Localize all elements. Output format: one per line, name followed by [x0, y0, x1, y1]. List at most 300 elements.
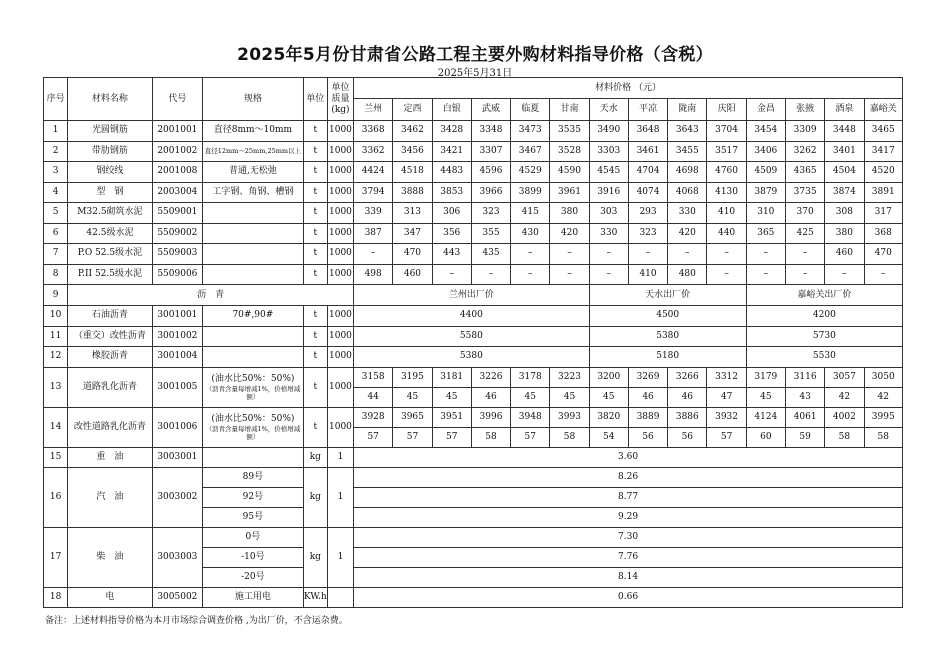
code-cell: 3001004 — [152, 347, 202, 368]
price-cell: 3223 — [550, 367, 589, 387]
unit-cell: KW.h — [303, 587, 327, 607]
qty-cell: 1000 — [327, 407, 353, 447]
price-cell: 3462 — [393, 121, 432, 142]
spec-cell: 89号 — [203, 467, 304, 487]
qty-cell: 1000 — [327, 264, 353, 285]
code-cell: 3001001 — [152, 306, 202, 327]
price-cell: 4061 — [785, 407, 824, 427]
price-cell: – — [550, 264, 589, 285]
price-cell: 330 — [668, 203, 707, 224]
price-cell: 3421 — [432, 141, 471, 162]
price-cell: 355 — [471, 223, 510, 244]
spec-cell — [203, 223, 304, 244]
price-cell: 440 — [707, 223, 746, 244]
adjust-cell: 43 — [785, 387, 824, 407]
price-cell: 3200 — [589, 367, 628, 387]
price-cell: 3928 — [354, 407, 393, 427]
price-cell: – — [668, 244, 707, 265]
code-cell: 3003001 — [152, 447, 202, 467]
adjust-cell: 46 — [668, 387, 707, 407]
code-cell: 3001006 — [152, 407, 202, 447]
adjust-cell: 47 — [707, 387, 746, 407]
spec-cell: 直径12mm～25mm,25mm以上 — [203, 141, 304, 162]
qty-cell: 1000 — [327, 203, 353, 224]
adjust-cell: 45 — [393, 387, 432, 407]
unit-cell: t — [303, 347, 327, 368]
price-cell: 3961 — [550, 182, 589, 203]
price-cell: 3704 — [707, 121, 746, 142]
price-cell: 3995 — [864, 407, 903, 427]
material-name: 电 — [68, 587, 153, 607]
seq-cell: 18 — [44, 587, 68, 607]
spec-cell: -10号 — [203, 547, 304, 567]
header-name: 材料名称 — [68, 78, 153, 121]
spec-cell: 0号 — [203, 527, 304, 547]
price-cell: 3050 — [864, 367, 903, 387]
asphalt-group-header: 天水出厂价 — [589, 285, 746, 306]
seq-cell: 1 — [44, 121, 68, 142]
spec-cell — [203, 203, 304, 224]
table-row — [44, 467, 903, 487]
adjust-cell: 54 — [589, 427, 628, 447]
code-cell: 2001001 — [152, 121, 202, 142]
spec-cell — [203, 347, 304, 368]
code-cell: 3005002 — [152, 587, 202, 607]
price-cell: 410 — [707, 203, 746, 224]
price-cell: 4200 — [746, 306, 902, 327]
code-cell: 5509002 — [152, 223, 202, 244]
price-cell: 3195 — [393, 367, 432, 387]
price-cell: 323 — [471, 203, 510, 224]
qty-cell: 1000 — [327, 162, 353, 183]
price-cell: 3181 — [432, 367, 471, 387]
price-cell: 3312 — [707, 367, 746, 387]
price-cell: 9.29 — [354, 507, 903, 527]
price-cell: 4130 — [707, 182, 746, 203]
seq-cell: 16 — [44, 467, 68, 527]
price-cell: 3116 — [785, 367, 824, 387]
adjust-cell: 56 — [628, 427, 667, 447]
price-cell: 330 — [589, 223, 628, 244]
price-cell: 3948 — [511, 407, 550, 427]
price-cell: 3461 — [628, 141, 667, 162]
price-cell: 347 — [393, 223, 432, 244]
price-cell: 3648 — [628, 121, 667, 142]
price-cell: 3889 — [628, 407, 667, 427]
price-cell: 387 — [354, 223, 393, 244]
seq-cell: 12 — [44, 347, 68, 368]
price-cell: – — [785, 264, 824, 285]
price-cell: – — [432, 264, 471, 285]
price-cell: 4545 — [589, 162, 628, 183]
price-cell: – — [864, 264, 903, 285]
spec-cell: 直径8mm～10mm — [203, 121, 304, 142]
unit-cell: t — [303, 182, 327, 203]
seq-cell: 3 — [44, 162, 68, 183]
price-cell: 3.60 — [354, 447, 903, 467]
header-code: 代号 — [152, 78, 202, 121]
adjust-cell: 45 — [432, 387, 471, 407]
adjust-cell: 57 — [707, 427, 746, 447]
header-city: 酒泉 — [825, 99, 864, 121]
price-cell: – — [707, 244, 746, 265]
code-cell: 3001002 — [152, 326, 202, 347]
seq-cell: 11 — [44, 326, 68, 347]
price-cell: 380 — [825, 223, 864, 244]
price-cell: 3417 — [864, 141, 903, 162]
unit-cell: t — [303, 162, 327, 183]
table-row — [44, 141, 903, 162]
price-cell: 5580 — [354, 326, 590, 347]
header-city: 庆阳 — [707, 99, 746, 121]
header-city: 临夏 — [511, 99, 550, 121]
qty-cell — [327, 587, 353, 607]
price-cell: 4074 — [628, 182, 667, 203]
price-cell: 470 — [393, 244, 432, 265]
adjust-cell: 42 — [825, 387, 864, 407]
seq-cell: 9 — [44, 285, 68, 306]
header-row — [44, 78, 903, 99]
table-row — [44, 527, 903, 547]
seq-cell: 15 — [44, 447, 68, 467]
qty-cell: 1 — [327, 447, 353, 467]
price-cell: 460 — [825, 244, 864, 265]
price-cell: 5180 — [589, 347, 746, 368]
code-cell: 5509003 — [152, 244, 202, 265]
price-cell: 317 — [864, 203, 903, 224]
header-city: 平凉 — [628, 99, 667, 121]
spec-cell: -20号 — [203, 567, 304, 587]
header-city: 武威 — [471, 99, 510, 121]
material-name: 钢绞线 — [68, 162, 153, 183]
price-cell: 3158 — [354, 367, 393, 387]
unit-cell: t — [303, 121, 327, 142]
price-cell: 3307 — [471, 141, 510, 162]
table-row — [44, 447, 903, 467]
price-cell: 3467 — [511, 141, 550, 162]
price-cell: 3966 — [471, 182, 510, 203]
price-cell: 7.76 — [354, 547, 903, 567]
price-cell: – — [511, 264, 550, 285]
unit-cell: t — [303, 203, 327, 224]
price-cell: 443 — [432, 244, 471, 265]
price-cell: 3309 — [785, 121, 824, 142]
price-cell: 3179 — [746, 367, 785, 387]
price-cell: 4509 — [746, 162, 785, 183]
price-cell: 435 — [471, 244, 510, 265]
price-cell: 3853 — [432, 182, 471, 203]
asphalt-group-header: 兰州出厂价 — [354, 285, 590, 306]
adjust-cell: 46 — [628, 387, 667, 407]
price-cell: 4504 — [825, 162, 864, 183]
seq-cell: 2 — [44, 141, 68, 162]
price-cell: 3932 — [707, 407, 746, 427]
price-cell: 3535 — [550, 121, 589, 142]
price-cell: – — [707, 264, 746, 285]
header-price-group: 材料价格 （元） — [354, 78, 903, 99]
price-cell: 3899 — [511, 182, 550, 203]
price-cell: 415 — [511, 203, 550, 224]
qty-cell: 1000 — [327, 141, 353, 162]
material-name: 橡胶沥青 — [68, 347, 153, 368]
page-title: 2025年5月份甘肃省公路工程主要外购材料指导价格（含税） — [237, 45, 713, 65]
code-cell: 3003003 — [152, 527, 202, 587]
price-table — [43, 77, 903, 608]
material-name: （重交）改性沥青 — [68, 326, 153, 347]
material-name: 重 油 — [68, 447, 153, 467]
table-row — [44, 121, 903, 142]
spec-cell — [203, 447, 304, 467]
header-city: 甘南 — [550, 99, 589, 121]
seq-cell: 13 — [44, 367, 68, 407]
price-cell: 306 — [432, 203, 471, 224]
asphalt-group-header: 嘉峪关出厂价 — [746, 285, 902, 306]
table-row — [44, 326, 903, 347]
price-cell: 3456 — [393, 141, 432, 162]
unit-cell: t — [303, 306, 327, 327]
header-city: 嘉峪关 — [864, 99, 903, 121]
price-cell: 3401 — [825, 141, 864, 162]
adjust-cell: 45 — [589, 387, 628, 407]
price-cell: 3454 — [746, 121, 785, 142]
adjust-cell: 58 — [471, 427, 510, 447]
table-row — [44, 347, 903, 368]
price-cell: 3057 — [825, 367, 864, 387]
price-cell: 4365 — [785, 162, 824, 183]
seq-cell: 8 — [44, 264, 68, 285]
price-cell: 5730 — [746, 326, 902, 347]
code-cell: 2001002 — [152, 141, 202, 162]
seq-cell: 5 — [44, 203, 68, 224]
qty-cell: 1000 — [327, 121, 353, 142]
table-row — [44, 223, 903, 244]
price-cell: 4698 — [668, 162, 707, 183]
price-cell: – — [550, 244, 589, 265]
price-cell: 3262 — [785, 141, 824, 162]
spec-cell: 普通,无松弛 — [203, 162, 304, 183]
code-cell: 5509006 — [152, 264, 202, 285]
price-cell: 3266 — [668, 367, 707, 387]
price-cell: 4590 — [550, 162, 589, 183]
seq-cell: 6 — [44, 223, 68, 244]
price-cell: 3643 — [668, 121, 707, 142]
adjust-cell: 42 — [864, 387, 903, 407]
code-cell: 5509001 — [152, 203, 202, 224]
code-cell: 2001008 — [152, 162, 202, 183]
price-cell: 339 — [354, 203, 393, 224]
price-cell: 3303 — [589, 141, 628, 162]
spec-cell — [203, 407, 304, 447]
price-cell: 3888 — [393, 182, 432, 203]
price-cell: 4529 — [511, 162, 550, 183]
price-cell: 303 — [589, 203, 628, 224]
table-row — [44, 306, 903, 327]
seq-cell: 14 — [44, 407, 68, 447]
price-cell: 420 — [668, 223, 707, 244]
material-name: 改性道路乳化沥青 — [68, 407, 153, 447]
price-cell: 370 — [785, 203, 824, 224]
seq-cell: 4 — [44, 182, 68, 203]
price-cell: 313 — [393, 203, 432, 224]
price-cell: – — [746, 244, 785, 265]
seq-cell: 10 — [44, 306, 68, 327]
price-cell: 4002 — [825, 407, 864, 427]
adjust-cell: 57 — [393, 427, 432, 447]
footnote: 备注：上述材料指导价格为本月市场综合调查价格 ,为出厂价，不含运杂费。 — [45, 616, 348, 626]
price-cell: 356 — [432, 223, 471, 244]
price-cell: 5530 — [746, 347, 902, 368]
price-cell: 3951 — [432, 407, 471, 427]
price-cell: 5380 — [354, 347, 590, 368]
price-cell: 380 — [550, 203, 589, 224]
price-cell: 368 — [864, 223, 903, 244]
price-cell: 5380 — [589, 326, 746, 347]
price-cell: 410 — [628, 264, 667, 285]
price-cell: 3916 — [589, 182, 628, 203]
adjust-cell: 58 — [550, 427, 589, 447]
price-cell: – — [471, 264, 510, 285]
spec-ratio: (油水比50%：50%) — [211, 413, 295, 424]
adjust-cell: 57 — [432, 427, 471, 447]
material-name: 汽 油 — [68, 467, 153, 527]
table-row — [44, 264, 903, 285]
material-name: 42.5级水泥 — [68, 223, 153, 244]
price-cell: 3879 — [746, 182, 785, 203]
header-city: 天水 — [589, 99, 628, 121]
price-cell: 480 — [668, 264, 707, 285]
qty-cell: 1000 — [327, 223, 353, 244]
spec-adjust-note: （沥青含量每增减1%，价格增减额） — [205, 384, 301, 401]
spec-cell — [203, 326, 304, 347]
price-cell: – — [746, 264, 785, 285]
unit-cell: kg — [303, 467, 327, 527]
price-cell: – — [785, 244, 824, 265]
price-cell: 4400 — [354, 306, 590, 327]
price-cell: 425 — [785, 223, 824, 244]
header-seq: 序号 — [44, 78, 68, 121]
code-cell: 3003002 — [152, 467, 202, 527]
price-cell: 430 — [511, 223, 550, 244]
price-cell: 4068 — [668, 182, 707, 203]
spec-cell — [203, 244, 304, 265]
unit-cell: t — [303, 407, 327, 447]
price-cell: – — [511, 244, 550, 265]
spec-adjust-note: （沥青含量每增减1%，价格增减额） — [205, 424, 301, 441]
adjust-cell: 57 — [511, 427, 550, 447]
header-spec: 规格 — [203, 78, 304, 121]
price-cell: 3448 — [825, 121, 864, 142]
unit-cell: kg — [303, 527, 327, 587]
material-name: 型 钢 — [68, 182, 153, 203]
unit-cell: t — [303, 244, 327, 265]
material-name: 道路乳化沥青 — [68, 367, 153, 407]
asphalt-label: 沥 青 — [68, 285, 354, 306]
header-city: 兰州 — [354, 99, 393, 121]
qty-cell: 1000 — [327, 306, 353, 327]
material-name: 带肋钢筋 — [68, 141, 153, 162]
price-cell: – — [354, 244, 393, 265]
table-row — [44, 367, 903, 387]
spec-cell: 工字钢、角钢、槽钢 — [203, 182, 304, 203]
header-qty: 单位质量(kg) — [327, 78, 353, 121]
price-cell: 3993 — [550, 407, 589, 427]
table-row — [44, 203, 903, 224]
price-cell: 3891 — [864, 182, 903, 203]
price-cell: 3269 — [628, 367, 667, 387]
unit-cell: t — [303, 367, 327, 407]
table-row — [44, 244, 903, 265]
price-cell: – — [589, 244, 628, 265]
price-cell: 4520 — [864, 162, 903, 183]
price-cell: 310 — [746, 203, 785, 224]
unit-cell: t — [303, 223, 327, 244]
price-cell: 3406 — [746, 141, 785, 162]
code-cell: 2003004 — [152, 182, 202, 203]
adjust-cell: 56 — [668, 427, 707, 447]
qty-cell: 1000 — [327, 367, 353, 407]
qty-cell: 1 — [327, 467, 353, 527]
unit-cell: t — [303, 141, 327, 162]
price-cell: 3368 — [354, 121, 393, 142]
price-cell: 3996 — [471, 407, 510, 427]
price-cell: 3874 — [825, 182, 864, 203]
material-name: 光圆钢筋 — [68, 121, 153, 142]
spec-cell — [203, 264, 304, 285]
material-name: P.II 52.5级水泥 — [68, 264, 153, 285]
price-cell: – — [825, 264, 864, 285]
price-cell: 3965 — [393, 407, 432, 427]
price-cell: 8.26 — [354, 467, 903, 487]
price-cell: 365 — [746, 223, 785, 244]
adjust-cell: 45 — [511, 387, 550, 407]
price-cell: 3473 — [511, 121, 550, 142]
price-cell: 3178 — [511, 367, 550, 387]
seq-cell: 7 — [44, 244, 68, 265]
header-city: 定西 — [393, 99, 432, 121]
unit-cell: t — [303, 264, 327, 285]
price-cell: 4596 — [471, 162, 510, 183]
material-name: 石油沥青 — [68, 306, 153, 327]
qty-cell: 1000 — [327, 347, 353, 368]
price-cell: 3362 — [354, 141, 393, 162]
price-cell: 4704 — [628, 162, 667, 183]
price-cell: 3465 — [864, 121, 903, 142]
spec-ratio: (油水比50%：50%) — [211, 373, 295, 384]
code-cell: 3001005 — [152, 367, 202, 407]
price-cell: 308 — [825, 203, 864, 224]
price-cell: 8.77 — [354, 487, 903, 507]
table-row — [44, 407, 903, 427]
material-name: M32.5砌筑水泥 — [68, 203, 153, 224]
price-cell: 3348 — [471, 121, 510, 142]
spec-cell — [203, 367, 304, 407]
adjust-cell: 59 — [785, 427, 824, 447]
report-date: 2025年5月31日 — [437, 68, 513, 79]
price-cell: 0.66 — [354, 587, 903, 607]
spec-cell: 92号 — [203, 487, 304, 507]
qty-cell: 1000 — [327, 326, 353, 347]
spec-cell: 施工用电 — [203, 587, 304, 607]
header-city: 白银 — [432, 99, 471, 121]
price-cell: 4124 — [746, 407, 785, 427]
price-cell: 3226 — [471, 367, 510, 387]
qty-cell: 1000 — [327, 182, 353, 203]
spec-cell: 70#,90# — [203, 306, 304, 327]
adjust-cell: 46 — [471, 387, 510, 407]
price-cell: – — [628, 244, 667, 265]
seq-cell: 17 — [44, 527, 68, 587]
price-cell: 4424 — [354, 162, 393, 183]
